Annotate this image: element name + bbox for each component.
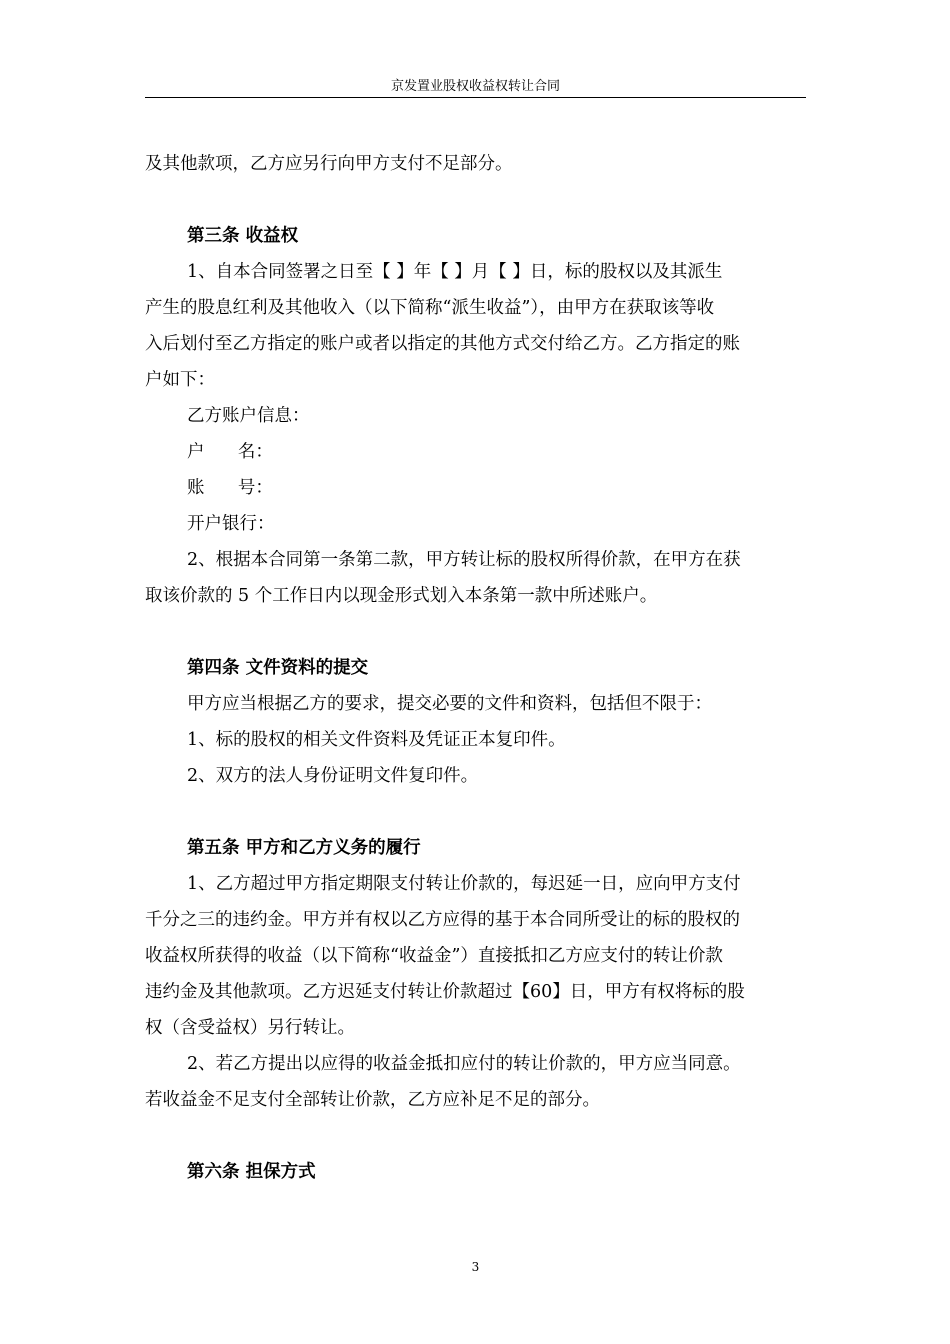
header-divider: [145, 97, 806, 98]
paragraph-line: 1、自本合同签署之日至【 】年【 】月【 】日，标的股权以及其派生: [187, 262, 723, 282]
article-5-paragraph-1: [145, 866, 806, 1046]
paragraph-line: 千分之三的违约金。甲方并有权以乙方应得的基于本合同所受让的标的股权的: [145, 910, 740, 930]
article-3-heading: 第三条 收益权: [187, 226, 299, 246]
spacer: [145, 1118, 806, 1154]
continuation-paragraph: 及其他款项，乙方应另行向甲方支付不足部分。: [145, 154, 513, 174]
article-3-paragraph-2: [145, 542, 806, 614]
paragraph-line: 违约金及其他款项。乙方迟延支付转让价款超过【60】日，甲方有权将标的股: [145, 982, 745, 1002]
spacer: [145, 614, 806, 650]
account-name-label: 户 名：: [187, 442, 273, 462]
paragraph-line: 取该价款的 5 个工作日内以现金形式划入本条第一款中所述账户。: [145, 586, 658, 606]
account-info-label: 乙方账户信息：: [187, 406, 310, 426]
article-4-item-2: 2、双方的法人身份证明文件复印件。: [187, 766, 479, 786]
paragraph-line: 权（含受益权）另行转让。: [145, 1018, 355, 1038]
document-body: [145, 146, 806, 1190]
account-number-label: 账 号：: [187, 478, 273, 498]
paragraph-line: 2、若乙方提出以应得的收益金抵扣应付的转让价款的，甲方应当同意。: [187, 1054, 741, 1074]
article-4-heading: 第四条 文件资料的提交: [187, 658, 369, 678]
article-4-item-1: 1、标的股权的相关文件资料及凭证正本复印件。: [187, 730, 566, 750]
paragraph-line: 产生的股息红利及其他收入（以下简称“派生收益”），由甲方在获取该等收: [145, 298, 715, 318]
paragraph-line: 入后划付至乙方指定的账户或者以指定的其他方式交付给乙方。乙方指定的账: [145, 334, 740, 354]
bank-label: 开户银行：: [187, 514, 275, 534]
paragraph-line: 户如下：: [145, 370, 215, 390]
spacer: [145, 182, 806, 218]
paragraph-line: 若收益金不足支付全部转让价款，乙方应补足不足的部分。: [145, 1090, 600, 1110]
page-header-title: 京发置业股权收益权转让合同: [390, 79, 560, 94]
spacer: [145, 794, 806, 830]
paragraph-line: 1、乙方超过甲方指定期限支付转让价款的，每迟延一日，应向甲方支付: [187, 874, 741, 894]
paragraph-line: 收益权所获得的收益（以下简称“收益金”）直接抵扣乙方应支付的转让价款: [145, 946, 723, 966]
article-5-heading: 第五条 甲方和乙方义务的履行: [187, 838, 421, 858]
article-5-paragraph-2: [145, 1046, 806, 1118]
page-number: 3: [471, 1260, 480, 1274]
paragraph-line: 2、根据本合同第一条第二款，甲方转让标的股权所得价款，在甲方在获: [187, 550, 741, 570]
article-6-heading: 第六条 担保方式: [187, 1162, 316, 1182]
article-4-intro: 甲方应当根据乙方的要求，提交必要的文件和资料，包括但不限于：: [187, 694, 712, 714]
article-3-paragraph-1: [145, 254, 806, 398]
